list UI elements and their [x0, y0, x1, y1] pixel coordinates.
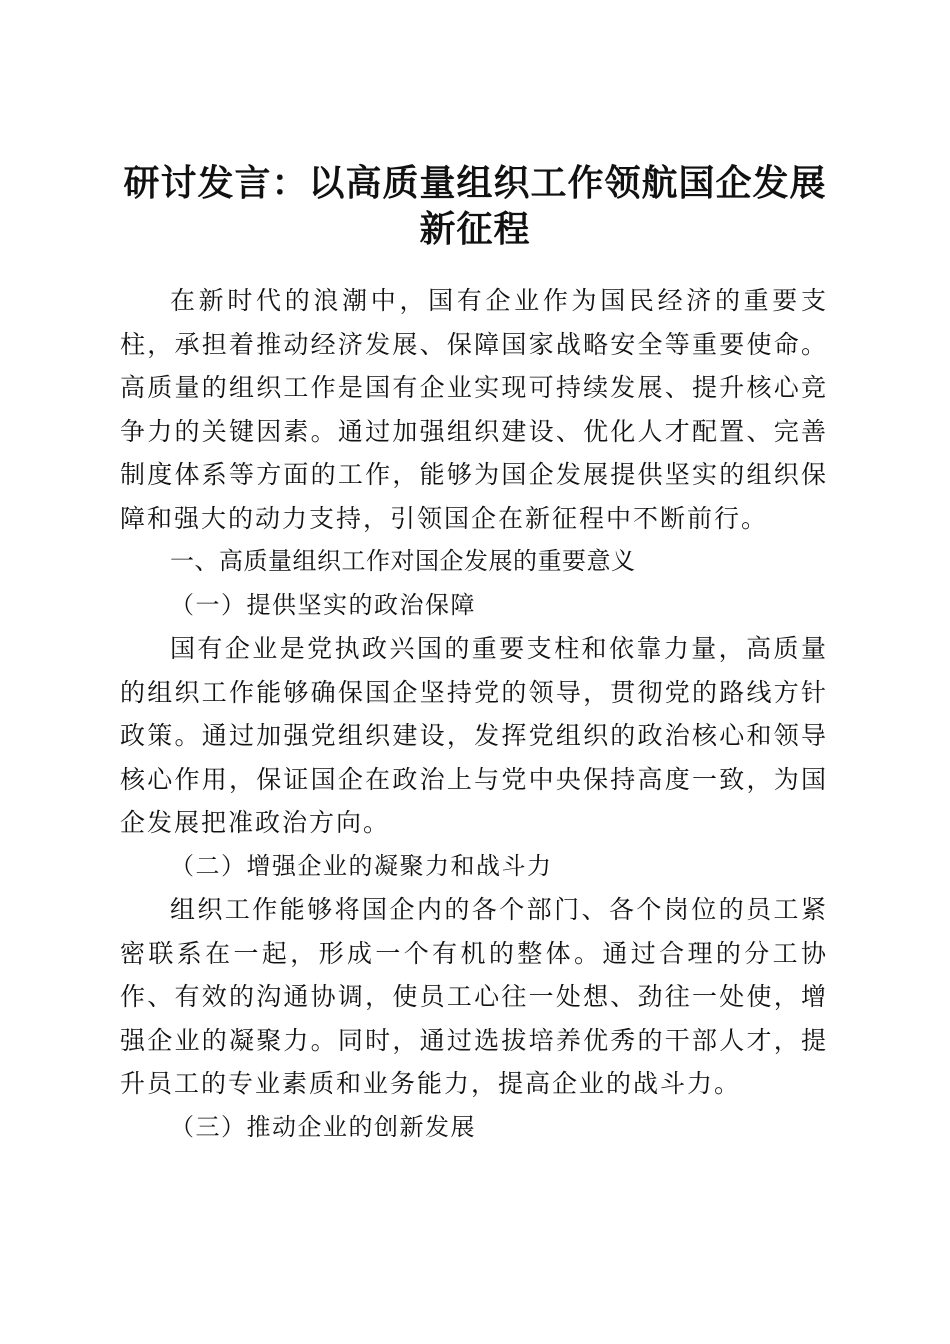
subsection-2-paragraph: 组织工作能够将国企内的各个部门、各个岗位的员工紧密联系在一起，形成一个有机的整体。通过合理的分工协作、有效的沟通协调，使员工心往一处想、劲往一处使，增强企业的凝聚力。同时，通过选拔培养优秀的干部人才，提升员工的专业素质和业务能力，提高企业的战斗力。	[120, 895, 828, 1098]
subsection-3-heading: （三）推动企业的创新发展	[170, 1112, 476, 1141]
intro-paragraph: 在新时代的浪潮中，国有企业作为国民经济的重要支柱，承担着推动经济发展、保障国家战略安全等重要使命。高质量的组织工作是国有企业实现可持续发展、提升核心竞争力的关键因素。通过加强组织建设、优化人才配置、完善制度体系等方面的工作，能够为国企发展提供坚实的组织保障和强大的动力支持，引领国企在新征程中不断前行。	[120, 286, 828, 533]
document-body	[120, 279, 828, 1149]
subsection-1-heading: （一）提供坚实的政治保障	[170, 590, 476, 619]
document-title: 研讨发言：以高质量组织工作领航国企发展新征程	[123, 162, 827, 251]
subsection-1-paragraph: 国有企业是党执政兴国的重要支柱和依靠力量，高质量的组织工作能够确保国企坚持党的领导，贯彻党的路线方针政策。通过加强党组织建设，发挥党组织的政治核心和领导核心作用，保证国企在政治上与党中央保持高度一致，为国企发展把准政治方向。	[120, 634, 828, 837]
subsection-2-heading: （二）增强企业的凝聚力和战斗力	[170, 851, 553, 880]
section-1-heading: 一、高质量组织工作对国企发展的重要意义	[170, 547, 636, 575]
